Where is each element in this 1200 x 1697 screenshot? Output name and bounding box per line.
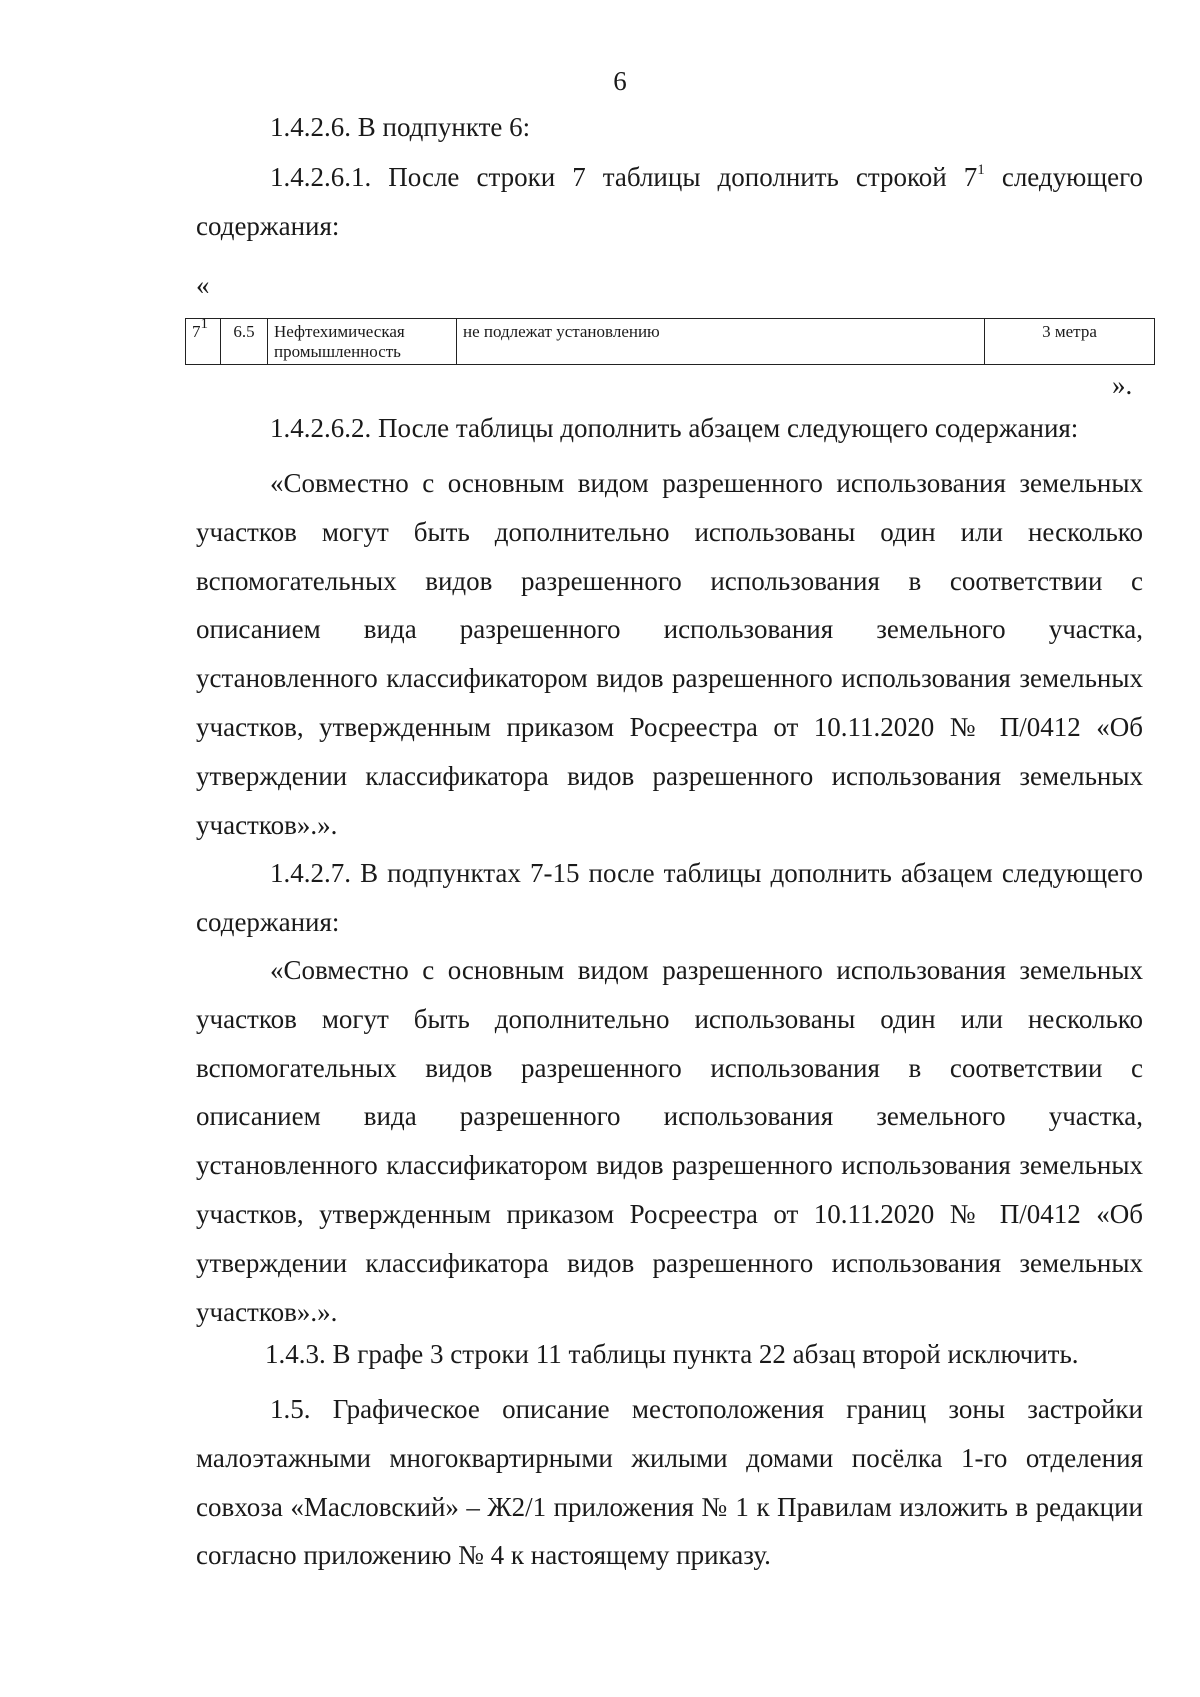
- paragraph-1-4-2-6-2: 1.4.2.6.2. После таблицы дополнить абзацем следующего содержания:: [270, 413, 1079, 443]
- table-cell-code: 6.5: [221, 319, 268, 365]
- paragraph-1-4-3: 1.4.3. В графе 3 строки 11 таблицы пункта 22 абзац второй исключить.: [265, 1339, 1079, 1369]
- quoted-paragraph-1: «Совместно с основным видом разрешенного использования земельных участков могут быть дополнительно использованы один или несколько вспомогательных видов разрешенного использования в соответствии с описанием вида разрешенного использования земельного участка, установленного классификатором видов разрешенного использования земельных участков, утвержденным приказом Росреестра от 10.11.2020 № П/0412 «Об утверждении классификатора видов разрешенного использования земельных участков».».: [196, 468, 1143, 840]
- closing-quote-mark: ».: [1112, 370, 1133, 400]
- paragraph-1-4-2-7: 1.4.2.7. В подпунктах 7-15 после таблицы дополнить абзацем следующего содержания:: [196, 858, 1143, 937]
- table-cell-parameters: не подлежат установлению: [457, 319, 985, 365]
- opening-quote-mark: «: [196, 270, 210, 300]
- heading-1-4-2-6: 1.4.2.6. В подпункте 6:: [270, 112, 531, 142]
- page-number: 6: [613, 66, 627, 96]
- table-cell-setback: 3 метра: [985, 319, 1155, 365]
- paragraph-1-5: 1.5. Графическое описание местоположения границ зоны застройки малоэтажными многоквартирными жилыми домами посёлка 1-го отделения совхоза «Масловский» – Ж2/1 приложения № 1 к Правилам изложить в редакции согласно приложению № 4 к настоящему приказу.: [196, 1394, 1143, 1571]
- table-cell-row-number: $7^1$: [186, 319, 221, 365]
- inserted-table: [185, 318, 1155, 365]
- table-cell-use-name: Нефтехимическая промышленность: [268, 319, 457, 365]
- table-row: [186, 319, 1155, 365]
- paragraph-1-4-2-6-1: 1.4.2.6.1. После строки 7 таблицы дополнить строкой $7^1$ следующего содержания:: [196, 162, 1144, 241]
- quoted-paragraph-2: «Совместно с основным видом разрешенного использования земельных участков могут быть дополнительно использованы один или несколько вспомогательных видов разрешенного использования в соответствии с описанием вида разрешенного использования земельного участка, установленного классификатором видов разрешенного использования земельных участков, утвержденным приказом Росреестра от 10.11.2020 № П/0412 «Об утверждении классификатора видов разрешенного использования земельных участков».».: [196, 955, 1143, 1327]
